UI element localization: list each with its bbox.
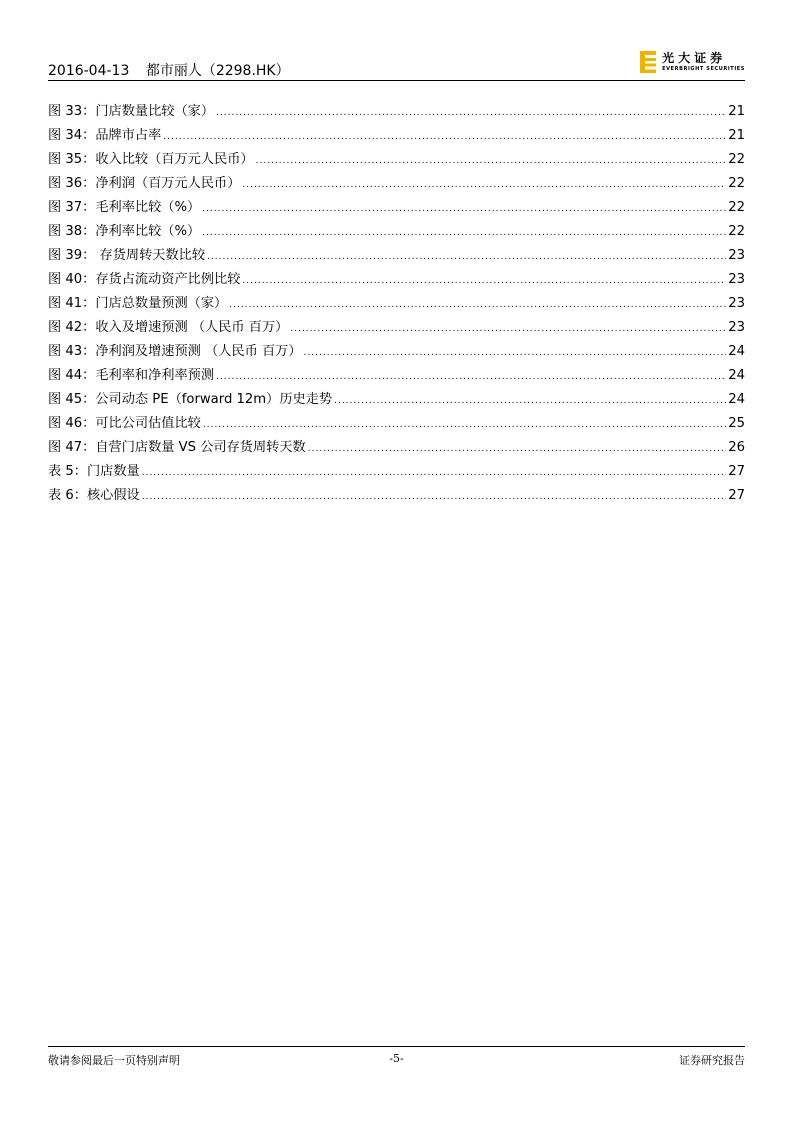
toc-entry-page: 23: [728, 296, 745, 311]
table-of-figures: [48, 100, 745, 508]
toc-entry-label: 图 46：可比公司估值比较: [48, 416, 201, 431]
toc-entry[interactable]: [48, 124, 745, 148]
toc-entry-page: 27: [728, 464, 745, 479]
toc-dot-leader: [203, 421, 726, 430]
page-header: [48, 48, 745, 82]
toc-entry[interactable]: [48, 148, 745, 172]
toc-entry-label: 图 36：净利润（百万元人民币）: [48, 176, 241, 191]
toc-dot-leader: [163, 133, 726, 142]
company-name: 都市丽人（2298.HK）: [145, 63, 290, 79]
logo-chinese-name: 光大证券: [662, 51, 727, 65]
toc-dot-leader: [308, 445, 726, 454]
toc-dot-leader: [207, 253, 726, 262]
toc-entry[interactable]: [48, 244, 745, 268]
toc-entry[interactable]: [48, 412, 745, 436]
toc-entry-page: 23: [728, 272, 745, 287]
toc-entry[interactable]: [48, 388, 745, 412]
toc-entry-page: 22: [728, 200, 745, 215]
toc-entry[interactable]: [48, 292, 745, 316]
toc-entry-page: 21: [728, 128, 745, 143]
toc-dot-leader: [216, 109, 726, 118]
report-date: 2016-04-13: [48, 63, 130, 79]
toc-entry-page: 23: [728, 320, 745, 335]
toc-entry-label: 图 33：门店数量比较（家）: [48, 104, 215, 119]
toc-entry-label: 图 43：净利润及增速预测 （人民币 百万）: [48, 344, 302, 359]
toc-entry-label: 图 35：收入比较（百万元人民币）: [48, 152, 254, 167]
toc-entry-label: 图 42：收入及增速预测 （人民币 百万）: [48, 320, 289, 335]
brand-logo: [640, 50, 745, 74]
toc-entry-label: 图 38：净利率比较（%）: [48, 224, 201, 239]
toc-entry[interactable]: [48, 220, 745, 244]
toc-entry-label: 图 44：毛利率和净利率预测: [48, 368, 215, 383]
toc-entry-label: 图 39： 存货周转天数比较: [48, 248, 206, 263]
toc-entry-label: 表 6：核心假设: [48, 488, 140, 503]
toc-entry[interactable]: [48, 316, 745, 340]
page-footer: [48, 1052, 745, 1068]
toc-dot-leader: [216, 373, 726, 382]
toc-entry-page: 27: [728, 488, 745, 503]
toc-entry-page: 24: [728, 368, 745, 383]
toc-entry[interactable]: [48, 100, 745, 124]
toc-dot-leader: [229, 301, 726, 310]
toc-entry-page: 22: [728, 152, 745, 167]
toc-entry[interactable]: [48, 364, 745, 388]
toc-entry-label: 图 47：自营门店数量 VS 公司存货周转天数: [48, 440, 306, 455]
toc-entry-page: 21: [728, 104, 745, 119]
toc-dot-leader: [256, 157, 727, 166]
footer-report-type: 证券研究报告: [679, 1054, 745, 1067]
toc-dot-leader: [334, 397, 726, 406]
toc-entry-page: 25: [728, 416, 745, 431]
toc-entry[interactable]: [48, 340, 745, 364]
toc-entry-page: 26: [728, 440, 745, 455]
toc-entry[interactable]: [48, 460, 745, 484]
toc-dot-leader: [242, 277, 726, 286]
header-info: [48, 60, 302, 80]
footer-divider: [48, 1046, 745, 1047]
toc-entry[interactable]: [48, 172, 745, 196]
footer-disclaimer: 敬请参阅最后一页特别声明: [48, 1054, 180, 1067]
toc-dot-leader: [290, 325, 726, 334]
toc-entry-page: 22: [728, 224, 745, 239]
toc-entry-label: 图 45：公司动态 PE（forward 12m）历史走势: [48, 392, 333, 407]
toc-entry-label: 图 41：门店总数量预测（家）: [48, 296, 228, 311]
toc-dot-leader: [142, 469, 727, 478]
toc-dot-leader: [202, 205, 726, 214]
footer-page-number: -5-: [389, 1052, 404, 1065]
toc-entry-page: 23: [728, 248, 745, 263]
toc-dot-leader: [242, 181, 726, 190]
toc-entry-label: 图 37：毛利率比较（%）: [48, 200, 201, 215]
header-divider: [48, 80, 745, 81]
toc-entry[interactable]: [48, 268, 745, 292]
toc-entry-page: 22: [728, 176, 745, 191]
toc-entry-page: 24: [728, 344, 745, 359]
toc-entry-label: 图 34：品牌市占率: [48, 128, 162, 143]
toc-entry-label: 表 5：门店数量: [48, 464, 140, 479]
logo-english-name: EVERBRIGHT SECURITIES: [662, 66, 745, 72]
toc-entry[interactable]: [48, 484, 745, 508]
everbright-logo-icon: [640, 51, 656, 73]
toc-entry[interactable]: [48, 436, 745, 460]
toc-dot-leader: [202, 229, 726, 238]
toc-dot-leader: [304, 349, 727, 358]
toc-entry-label: 图 40：存货占流动资产比例比较: [48, 272, 241, 287]
toc-entry[interactable]: [48, 196, 745, 220]
toc-dot-leader: [142, 493, 727, 502]
toc-entry-page: 24: [728, 392, 745, 407]
